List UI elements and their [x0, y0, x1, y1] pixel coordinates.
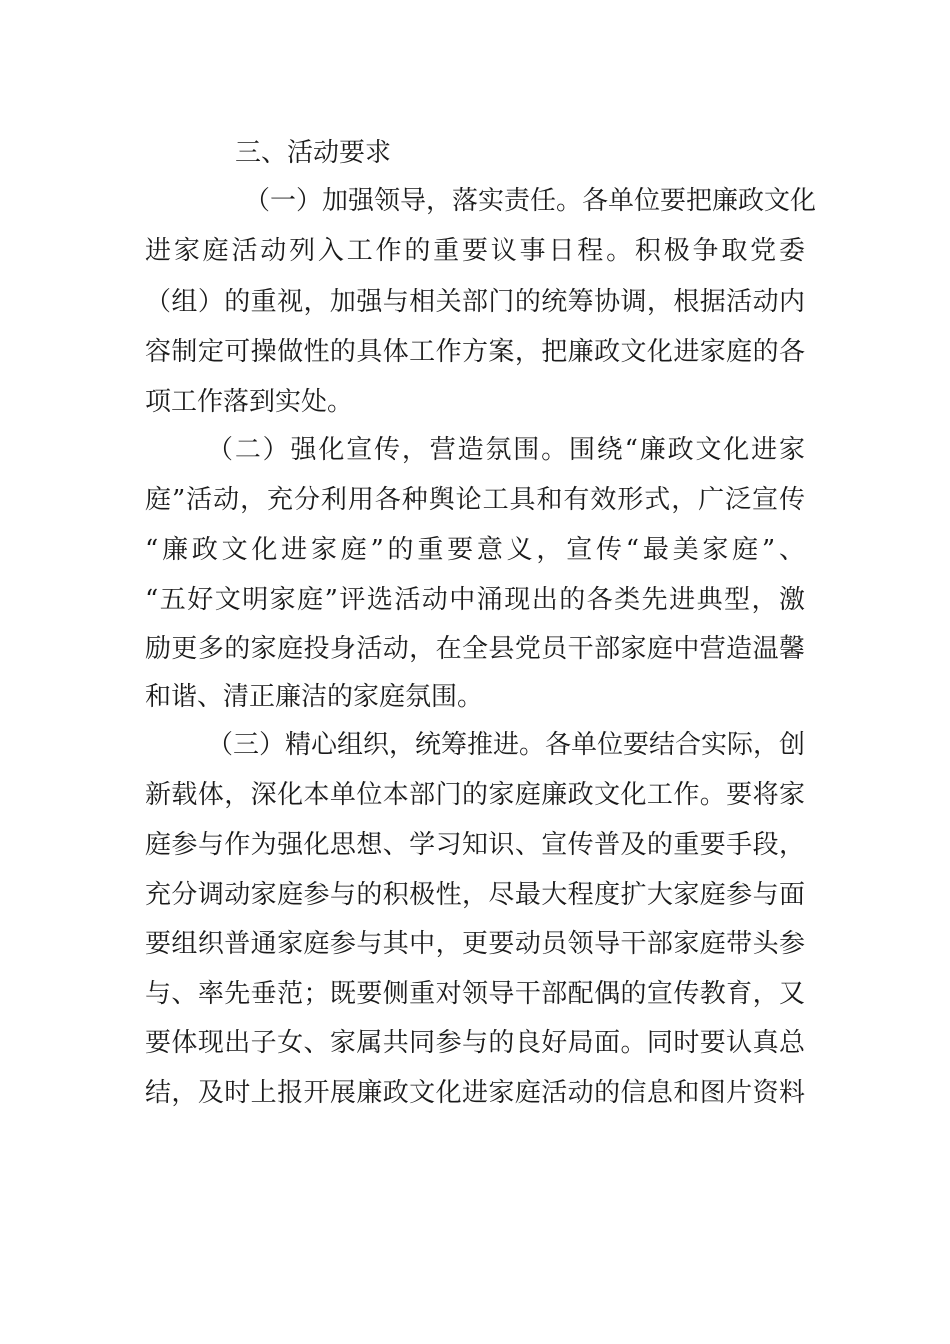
- paragraph-3-line-6: 与、率先垂范；既要侧重对领导干部配偶的宣传教育，又: [145, 979, 805, 1009]
- paragraph-1-line-1: （一）加强领导，落实责任。各单位要把廉政文化: [244, 186, 817, 216]
- paragraph-1-line-3: （组）的重视，加强与相关部门的统筹协调，根据活动内: [145, 287, 805, 317]
- section-heading: 三、活动要求: [235, 138, 392, 168]
- paragraph-3-line-7: 要体现出子女、家属共同参与的良好局面。同时要认真总: [145, 1028, 805, 1058]
- paragraph-1-line-5: 项工作落到实处。: [145, 387, 354, 417]
- paragraph-2-line-4: “五好文明家庭”评选活动中涌现出的各类先进典型，激: [145, 585, 805, 615]
- paragraph-2-line-6: 和谐、清正廉洁的家庭氛围。: [145, 682, 484, 712]
- paragraph-3-line-5: 要组织普通家庭参与其中，更要动员领导干部家庭带头参: [145, 929, 805, 959]
- paragraph-2-line-2: 庭”活动，充分利用各种舆论工具和有效形式，广泛宣传: [145, 485, 805, 515]
- paragraph-3-line-2: 新载体，深化本单位本部门的家庭廉政文化工作。要将家: [145, 780, 805, 810]
- paragraph-3-line-3: 庭参与作为强化思想、学习知识、宣传普及的重要手段，: [145, 830, 805, 860]
- paragraph-3-line-4: 充分调动家庭参与的积极性，尽最大程度扩大家庭参与面: [145, 880, 805, 910]
- paragraph-2-line-1: （二）强化宣传，营造氛围。围绕“廉政文化进家: [207, 435, 805, 465]
- paragraph-1-line-4: 容制定可操做性的具体工作方案，把廉政文化进家庭的各: [145, 337, 805, 367]
- paragraph-2-line-3: “廉政文化进家庭”的重要意义，宣传“最美家庭”、: [145, 535, 805, 565]
- paragraph-3-line-8: 结，及时上报开展廉政文化进家庭活动的信息和图片资料: [145, 1078, 805, 1108]
- paragraph-3-line-1: （三）精心组织，统筹推进。各单位要结合实际，创: [207, 730, 806, 760]
- paragraph-1-line-2: 进家庭活动列入工作的重要议事日程。积极争取党委: [145, 236, 805, 266]
- paragraph-2-line-5: 励更多的家庭投身活动，在全县党员干部家庭中营造温馨: [145, 634, 805, 664]
